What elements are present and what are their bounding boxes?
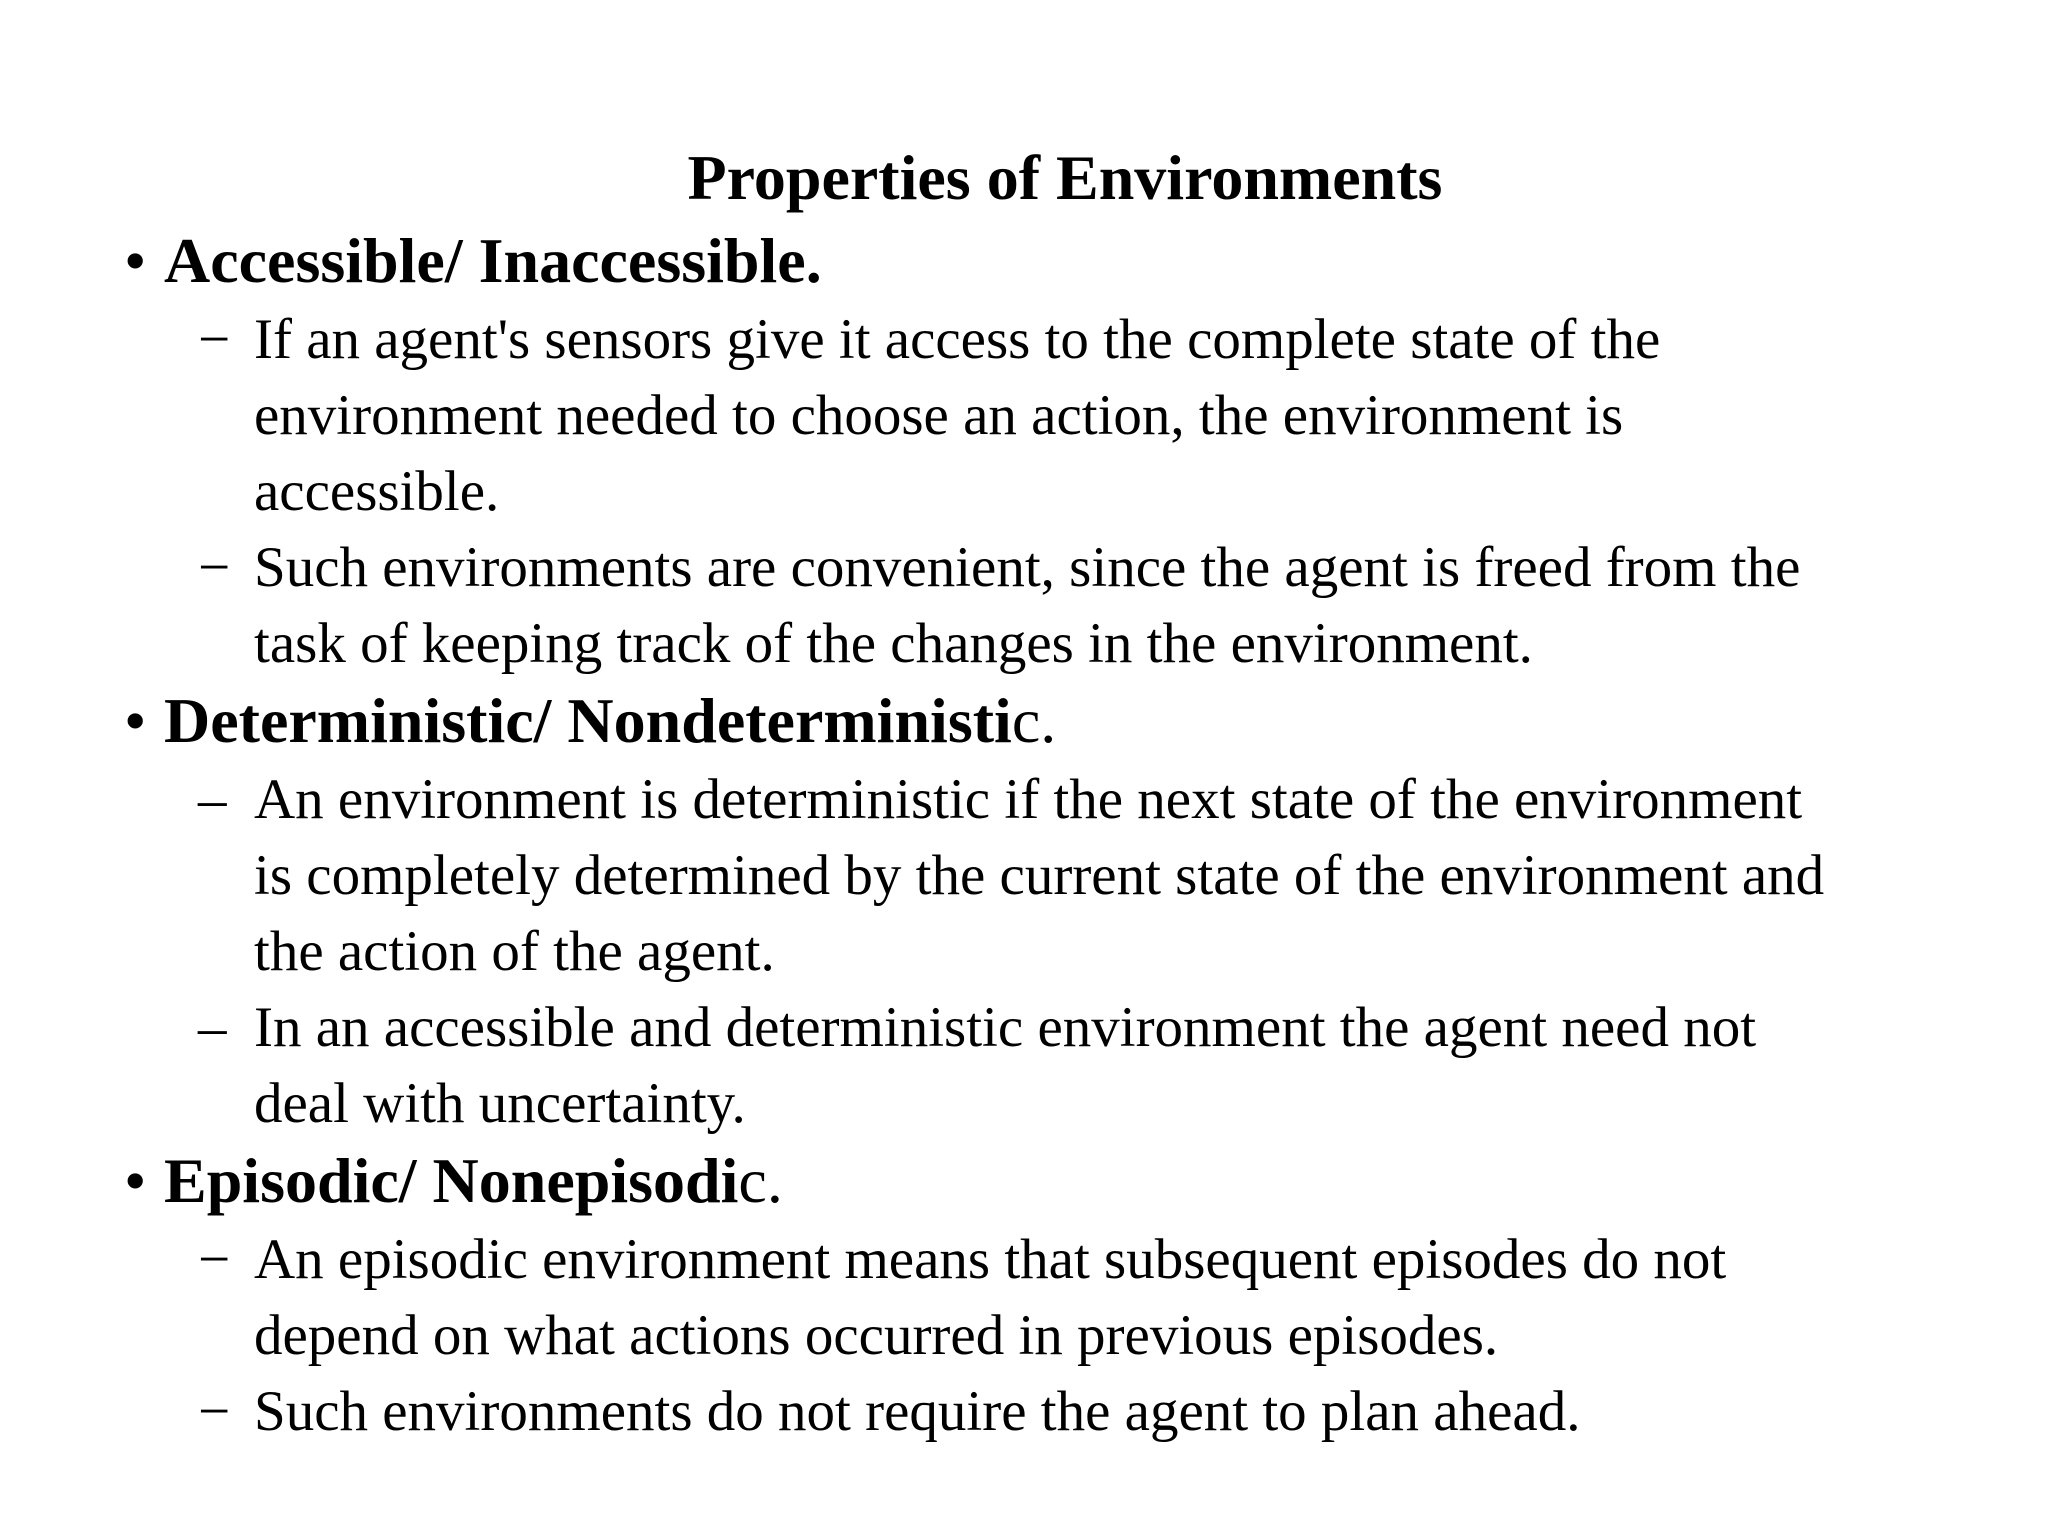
dash-icon: – (198, 768, 227, 831)
section-heading-rest: c. (1011, 685, 1057, 756)
section-heading-accessible (124, 222, 822, 300)
dash-icon: − (198, 536, 231, 599)
section-heading-bold: Accessible/ Inaccessible. (164, 225, 822, 296)
bullet-icon: • (124, 225, 147, 296)
list-item-line: the action of the agent. (254, 920, 775, 983)
list-item (198, 530, 1800, 682)
list-item (198, 762, 1824, 990)
dash-icon: – (198, 996, 227, 1059)
list-item-line: An environment is deterministic if the next state of the environment (254, 768, 1803, 831)
list-item-line: is completely determined by the current state of the environment and (254, 844, 1825, 907)
section-heading-bold: Episodic/ Nonepisodi (164, 1145, 739, 1216)
list-item (198, 1222, 1726, 1374)
list-item (198, 302, 1660, 530)
list-item-line: task of keeping track of the changes in the environment. (254, 612, 1533, 675)
section-heading-deterministic (124, 682, 1056, 760)
list-item (198, 990, 1756, 1142)
section-heading-episodic (124, 1142, 783, 1220)
dash-icon: − (198, 1380, 231, 1443)
dash-icon: − (198, 308, 231, 371)
list-item-line: If an agent's sensors give it access to the complete state of the (254, 308, 1661, 371)
list-item-line: environment needed to choose an action, the environment is (254, 384, 1624, 447)
list-item-line: deal with uncertainty. (254, 1072, 746, 1135)
bullet-icon: • (124, 685, 147, 756)
list-item-line: In an accessible and deterministic environment the agent need not (254, 996, 1757, 1059)
list-item-line: An episodic environment means that subsequent episodes do not (254, 1228, 1727, 1291)
list-item-line: depend on what actions occurred in previous episodes. (254, 1304, 1499, 1367)
list-item (198, 1374, 1580, 1450)
list-item-line: Such environments do not require the agent to plan ahead. (254, 1380, 1581, 1443)
section-heading-rest: c. (738, 1145, 783, 1216)
list-item-line: accessible. (254, 460, 500, 523)
dash-icon: − (198, 1228, 231, 1291)
list-item-line: Such environments are convenient, since the agent is freed from the (254, 536, 1801, 599)
section-heading-bold: Deterministic/ Nondeterministi (164, 685, 1012, 756)
bullet-icon: • (124, 1145, 147, 1216)
slide-title: Properties of Environments (687, 142, 1443, 213)
